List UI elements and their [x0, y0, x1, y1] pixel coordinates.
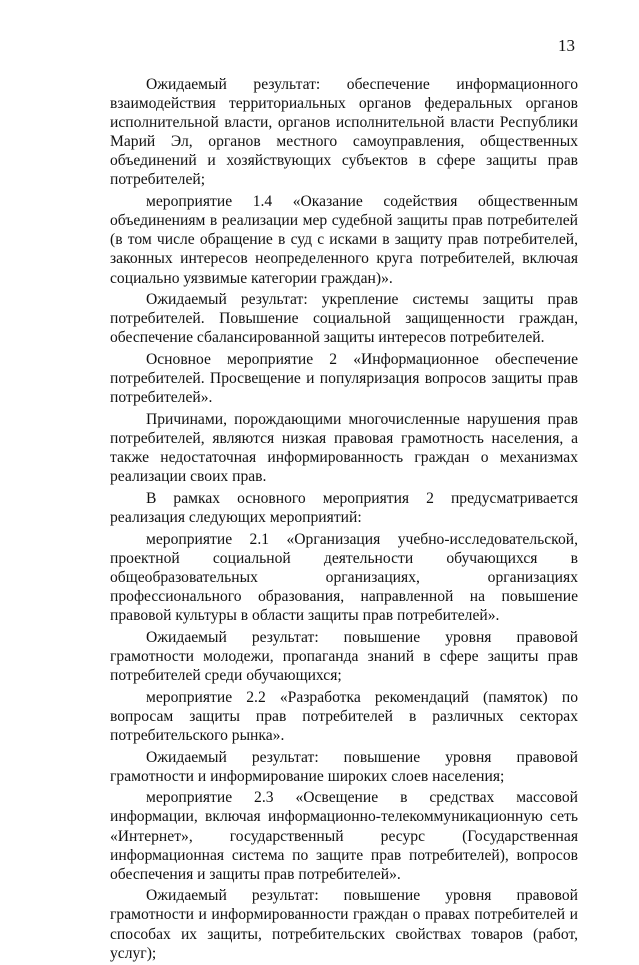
document-body: [110, 75, 578, 965]
paragraph-expected-result-protection-system: Ожидаемый результат: укрепление системы защиты прав потребителей. Повышение социальной защищенности граждан, обеспечение сбалансированной защиты интересов потребителей.: [110, 291, 578, 347]
paragraph-expected-result-population: Ожидаемый результат: повышение уровня правовой грамотности и информирование широких слоев населения;: [110, 748, 578, 785]
paragraph-expected-result-awareness: Ожидаемый результат: повышение уровня правовой грамотности и информированности граждан о правах потребителей и способах их защиты, потребительских свойствах товаров (работ, услуг);: [110, 887, 578, 962]
paragraph-measure-2-1: мероприятие 2.1 «Организация учебно-исследовательской, проектной социальной деятельности обучающихся в общеобразовательных организациях, организациях профессионального образования, направленной на повышение правовой культуры в области защиты прав потребителей».: [110, 530, 578, 625]
paragraph-measure-1-4: мероприятие 1.4 «Оказание содействия общественным объединениям в реализации мер судебной защиты прав потребителей (в том числе обращение в суд с исками в защиту прав потребителей, законных интересов неопределенного круга потребителей, включая социально уязвимые категории граждан)».: [110, 193, 578, 287]
paragraph-expected-result-youth: Ожидаемый результат: повышение уровня правовой грамотности молодежи, пропаганда знаний в сфере защиты прав потребителей среди обучающихся;: [110, 628, 578, 684]
paragraph-measure-2-3: мероприятие 2.3 «Освещение в средствах массовой информации, включая информационно-телекоммуникационную сеть «Интернет», государственный ресурс (Государственная информационная система по защите прав потребителей), вопросов обеспечения и защиты прав потребителей».: [110, 789, 578, 883]
paragraph-main-measure-2: Основное мероприятие 2 «Информационное обеспечение потребителей. Просвещение и популяризация вопросов защиты прав потребителей».: [110, 351, 578, 407]
paragraph-measure-2-2: мероприятие 2.2 «Разработка рекомендаций (памяток) по вопросам защиты прав потребителей в различных секторах потребительского рынка».: [110, 688, 578, 744]
paragraph-causes-of-violations: Причинами, порождающими многочисленные нарушения прав потребителей, являются низкая правовая грамотность населения, а также недостаточная информированность граждан о механизмах реализации своих прав.: [110, 410, 578, 486]
paragraph-expected-result-information-interaction: Ожидаемый результат: обеспечение информационного взаимодействия территориальных органов федеральных органов исполнительной власти, органов исполнительной власти Республики Марий Эл, органов местного самоуправления, общественных объединений и хозяйствующих субъектов в сфере защиты прав потребителей;: [110, 76, 578, 189]
paragraph-within-main-measure-2: В рамках основного мероприятия 2 предусматривается реализация следующих мероприятий:: [110, 489, 578, 527]
page-number: 13: [558, 36, 575, 55]
